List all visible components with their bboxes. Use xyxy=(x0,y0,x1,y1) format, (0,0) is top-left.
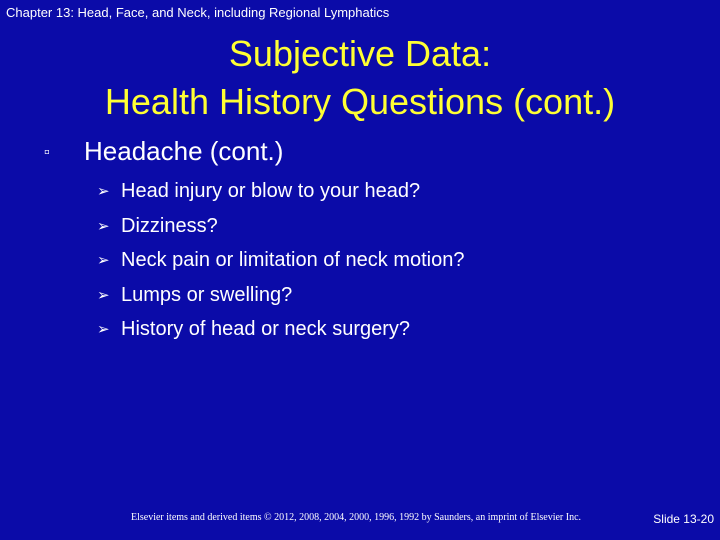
list-item xyxy=(97,278,465,313)
question-text: Head injury or blow to your head? xyxy=(121,180,421,202)
arrow-bullet-icon: ➢ xyxy=(97,251,110,269)
question-text: History of head or neck surgery? xyxy=(121,318,411,340)
copyright-footer: Elsevier items and derived items © 2012, 2008, 2004, 2000, 1996, 1992 by Saunders, an imprint of Elsevier Inc. xyxy=(131,512,582,523)
square-bullet-icon: ▫ xyxy=(44,144,50,161)
arrow-bullet-icon: ➢ xyxy=(97,285,110,304)
question-list xyxy=(97,174,465,347)
slide-title xyxy=(0,30,720,126)
list-item xyxy=(97,243,465,278)
topic-label: Headache (cont.) xyxy=(84,136,284,166)
slide-number: Slide 13-20 xyxy=(653,512,714,526)
slide-title-line-2: Health History Questions (cont.) xyxy=(104,81,616,122)
slide-title-line-1: Subjective Data: xyxy=(228,33,492,74)
list-item xyxy=(97,209,465,244)
question-text: Lumps or swelling? xyxy=(121,283,293,306)
list-item xyxy=(97,174,465,209)
question-text: Neck pain or limitation of neck motion? xyxy=(121,249,465,271)
arrow-bullet-icon: ➢ xyxy=(97,182,110,200)
question-text: Dizziness? xyxy=(121,214,218,237)
arrow-bullet-icon: ➢ xyxy=(97,216,110,235)
arrow-bullet-icon: ➢ xyxy=(97,320,110,338)
list-item xyxy=(97,312,465,347)
topic-item xyxy=(44,136,283,167)
chapter-header: Chapter 13: Head, Face, and Neck, including Regional Lymphatics xyxy=(6,5,390,20)
